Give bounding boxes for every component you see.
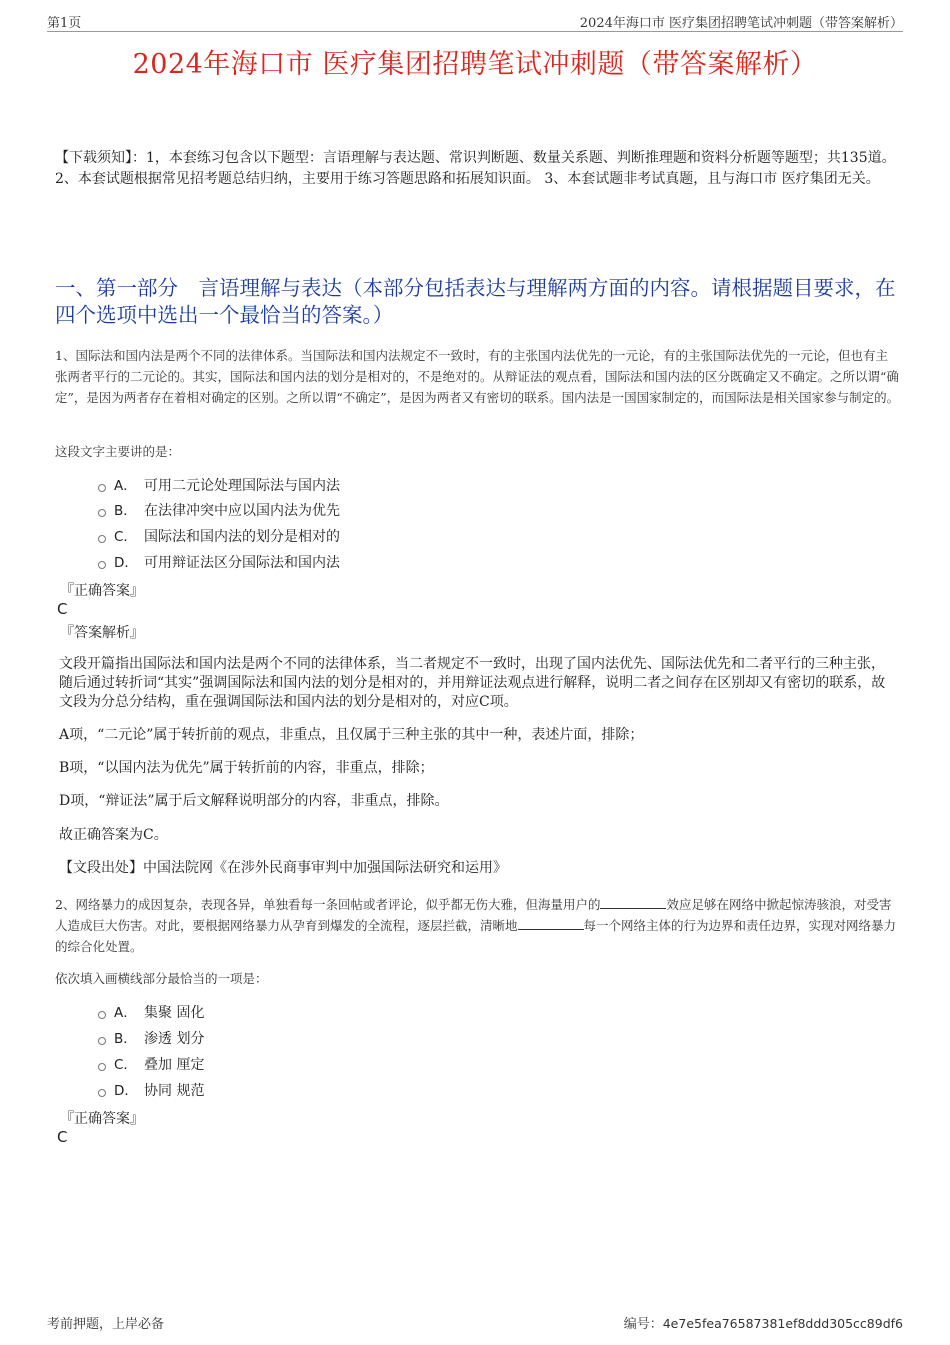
radio-icon[interactable] xyxy=(98,535,106,543)
option-letter: D． xyxy=(114,1083,138,1099)
download-notice: 【下载须知】：1，本套练习包含以下题型：言语理解与表达题、常识判断题、数量关系题、判断推理题和资料分析题等题型；共135道。 2、本套试题根据常见招考题总结归纳，主要用于练习答题思路和拓展知识面。 3、本套试题非考试真题，且与海口市 医疗集团无关。 xyxy=(55,150,896,187)
q1-analysis-a: A项，“二元论”属于转折前的观点，非重点，且仅属于三种主张的其中一种，表述片面，排除； xyxy=(59,727,644,743)
radio-icon[interactable] xyxy=(98,1089,106,1097)
fill-blank-1 xyxy=(600,897,666,909)
q1-analysis-b: B项，“以国内法为优先”属于转折前的内容，非重点，排除； xyxy=(59,760,434,776)
q1-analysis-conclusion: 故正确答案为C。 xyxy=(59,827,168,843)
q1-option-b[interactable] xyxy=(98,500,340,522)
radio-icon[interactable] xyxy=(98,561,106,569)
option-text: 渗透 划分 xyxy=(144,1031,205,1047)
q2-text-middle: 效应足够在网络中掀起惊涛骇浪，对受害人造成巨大伤害。对此，要根据网络暴力从孕育到爆发的全流程，逐层拦截，清晰地 xyxy=(55,897,892,933)
radio-icon[interactable] xyxy=(98,1011,106,1019)
option-letter: B． xyxy=(114,1031,137,1047)
option-letter: D． xyxy=(114,555,138,571)
q1-option-c[interactable] xyxy=(98,526,340,548)
option-letter: A． xyxy=(114,1005,137,1021)
option-text: 集聚 固化 xyxy=(144,1005,205,1021)
q2-option-b[interactable] xyxy=(98,1028,204,1050)
footer-code-value: 4e7e5fea76587381ef8ddd305cc89df6 xyxy=(662,1316,903,1331)
question-1-text: 1、国际法和国内法是两个不同的法律体系。当国际法和国内法规定不一致时，有的主张国内法优先的一元论，有的主张国际法优先的一元论，但也有主张两者平行的二元论的。其实，国际法和国内法的划分是相对的，不是绝对的。从辩证法的观点看，国际法和国内法的区分既确定又不确定。之所以谓“确定”，是因为两者存在着相对确定的区别。之所以谓“不确定”，是因为两者又有密切的联系。国内法是一国国家制定的，而国际法是相关国家参与制定的。 xyxy=(55,348,900,405)
section-heading: 一、第一部分 言语理解与表达（本部分包括表达与理解两方面的内容。请根据题目要求，在四个选项中选出一个最恰当的答案。） xyxy=(55,276,896,327)
footer-code xyxy=(624,1313,903,1332)
q1-analysis-paragraph: 文段开篇指出国际法和国内法是两个不同的法律体系，当二者规定不一致时，出现了国内法优先、国际法优先和二者平行的三种主张，随后通过转折词“其实”强调国际法和国内法的划分是相对的，并用辩证法观点进行解释，说明二者之间存在区别却又有密切的联系，故文段为分总分结构，重在强调国际法和国内法的划分是相对的，对应C项。 xyxy=(59,656,886,710)
page-title: 2024年海口市 医疗集团招聘笔试冲刺题（带答案解析） xyxy=(132,49,818,80)
footer-code-label: 编号： xyxy=(623,1317,663,1332)
header-divider xyxy=(47,31,903,32)
q2-answer-label: 『正确答案』 xyxy=(60,1111,144,1127)
radio-icon[interactable] xyxy=(98,1063,106,1071)
radio-icon[interactable] xyxy=(98,484,106,492)
q1-option-d[interactable] xyxy=(98,552,340,574)
option-letter: C． xyxy=(114,529,137,545)
q2-text-before: 2、网络暴力的成因复杂，表现各异，单独看每一条回帖或者评论，似乎都无伤大雅，但海量用户的 xyxy=(55,897,601,912)
q2-option-a[interactable] xyxy=(98,1002,204,1024)
q2-text-after: 每一个网络主体的行为边界和责任边界，实现对网络暴力的综合化处置。 xyxy=(55,918,897,954)
option-text: 在法律冲突中应以国内法为优先 xyxy=(144,503,340,519)
option-letter: A． xyxy=(114,478,137,494)
question-2-prompt: 依次填入画横线部分最恰当的一项是： xyxy=(55,971,268,986)
question-1-prompt: 这段文字主要讲的是： xyxy=(55,444,181,459)
radio-icon[interactable] xyxy=(98,509,106,517)
radio-icon[interactable] xyxy=(98,1037,106,1045)
q1-analysis-d: D项，“辩证法”属于后文解释说明部分的内容，非重点，排除。 xyxy=(59,793,449,809)
q2-option-c[interactable] xyxy=(98,1054,204,1076)
option-text: 可用二元论处理国际法与国内法 xyxy=(144,478,340,494)
option-text: 国际法和国内法的划分是相对的 xyxy=(144,529,340,545)
q2-answer: C xyxy=(57,1128,68,1146)
option-text: 可用辩证法区分国际法和国内法 xyxy=(144,555,340,571)
q1-source: 【文段出处】中国法院网《在涉外民商事审判中加强国际法研究和运用》 xyxy=(59,860,507,876)
q2-option-d[interactable] xyxy=(98,1080,204,1102)
q1-answer-label: 『正确答案』 xyxy=(60,583,144,599)
question-2-text xyxy=(55,894,900,957)
page-number: 第1页 xyxy=(47,16,82,31)
header-doc-title: 2024年海口市 医疗集团招聘笔试冲刺题（带答案解析） xyxy=(579,16,903,31)
option-text: 叠加 厘定 xyxy=(144,1057,205,1073)
q1-answer: C xyxy=(57,600,68,618)
option-text: 协同 规范 xyxy=(144,1083,205,1099)
fill-blank-2 xyxy=(518,918,584,930)
q1-analysis-label: 『答案解析』 xyxy=(60,625,144,641)
option-letter: C． xyxy=(114,1057,137,1073)
footer-slogan: 考前押题，上岸必备 xyxy=(47,1317,165,1332)
option-letter: B． xyxy=(114,503,137,519)
q1-option-a[interactable] xyxy=(98,475,340,497)
